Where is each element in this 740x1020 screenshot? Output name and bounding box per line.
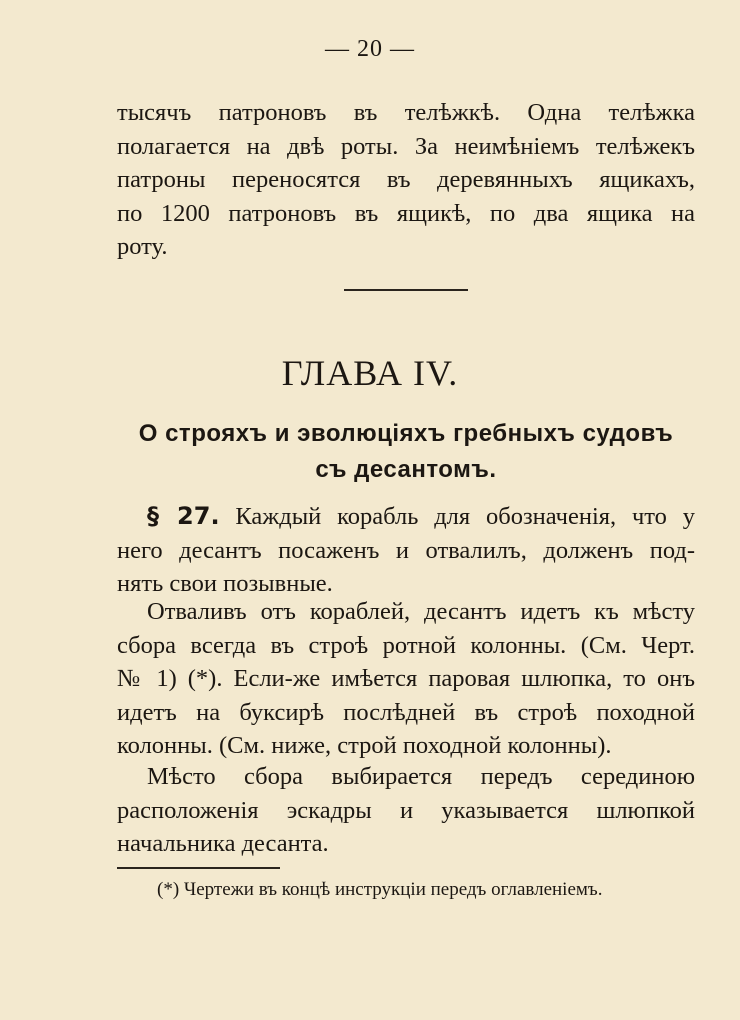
chapter-subtitle [117,416,695,488]
text-line: полагается на двѣ роты. За неимѣніемъ телѣжекъ [117,132,695,160]
text-line: патроны переносятся въ деревянныхъ ящикахъ, [117,166,695,193]
text-line: Мѣсто сбора выбирается передъ серединою [147,763,695,790]
subtitle-line: О строяхъ и эволюціяхъ гребныхъ судовъ [138,420,674,447]
text-line: № 1) (*). Если-же имѣется паровая шлюпка, то онъ [117,665,695,692]
section-number: § 27. [147,502,220,530]
text-line-first [117,500,695,534]
footnote-divider [117,867,280,869]
text-line: по 1200 патроновъ въ ящикѣ, по два ящика на [117,199,695,227]
page-number: — 20 — [325,36,415,62]
text-fragment: Каждый корабль для обозначенія, что у [235,503,696,530]
footnote: (*) Чертежи въ концѣ инструкціи передъ оглавленіемъ. [157,879,603,900]
text-line: колонны. (См. ниже, строй походной колонны). [117,732,612,759]
subtitle-line: съ десантомъ. [315,456,497,483]
text-line: Отваливъ отъ кораблей, десантъ идетъ къ мѣсту [147,598,695,625]
text-line: расположенія эскадры и указывается шлюпкой [117,796,695,824]
section-divider [344,289,468,291]
text-line: идетъ на буксирѣ послѣдней въ строѣ походной [117,698,695,726]
section-27-paragraph-1 [117,500,695,601]
text-line: роту. [117,233,168,260]
text-line: него десантъ посаженъ и отвалилъ, долженъ под- [117,536,695,564]
text-line: тысячъ патроновъ въ телѣжкѣ. Одна телѣжка [117,99,695,126]
text-line: нять свои позывные. [117,570,333,597]
text-line: сбора всегда въ строѣ ротной колонны. (См. Черт. [117,631,695,659]
section-27-paragraph-3 [117,760,695,861]
continuation-paragraph [117,96,695,264]
section-27-paragraph-2 [117,595,695,763]
text-line: начальника десанта. [117,830,329,857]
chapter-title: ГЛАВА IV. [281,353,459,393]
